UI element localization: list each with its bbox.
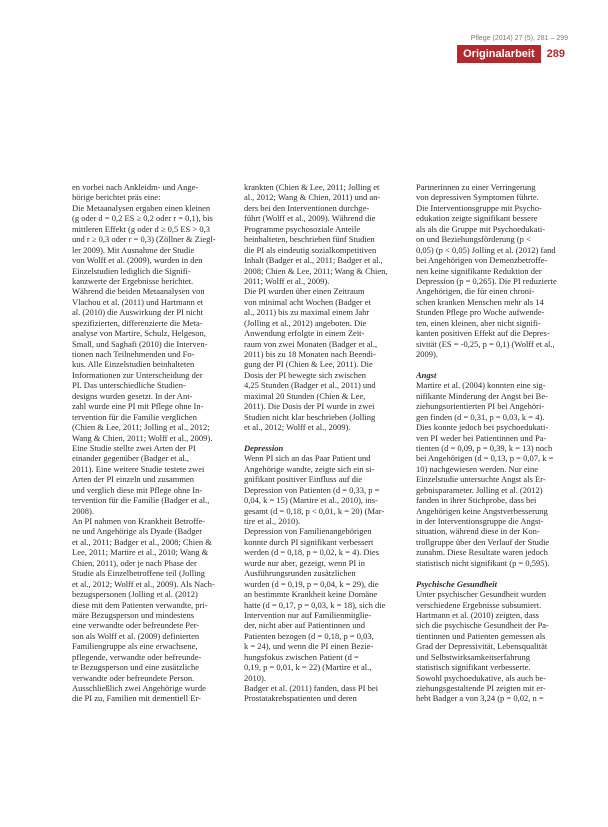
- text-line: tire et al., 2010).: [244, 516, 301, 526]
- text-line: 2008; Chien & Lee, 2011; Wang & Chien,: [244, 265, 388, 276]
- text-line: al., 2012; Wang & Chien, 2011) und an-: [244, 192, 381, 203]
- text-line: Dies konnte jedoch bei psychoedukati-: [416, 422, 549, 433]
- text-line: gnifikant positiver Einfluss auf die: [244, 474, 363, 485]
- text-line: sivität (ES = -0,25, p = 0,1) (Wolff et al.,: [416, 338, 555, 349]
- text-line: tienten (d = 0,09, p = 0,39, k = 13) noch: [416, 442, 553, 453]
- text-line: eine verwandte oder befreundete Per-: [72, 620, 200, 631]
- text-line: Familiengruppe als eine erwachsene,: [72, 641, 198, 652]
- text-column-1: [72, 182, 228, 822]
- text-column-3: [416, 182, 572, 822]
- text-line: edukation zeigte signifikant bessere: [416, 213, 538, 224]
- text-line: [244, 433, 400, 443]
- text-line: Small, und Saghafi (2010) die Interven-: [72, 338, 208, 349]
- text-line: Eine Studie stellte zwei Arten der PI: [72, 442, 196, 453]
- text-line: Grad der Depressivität, Lebensqualität: [416, 641, 548, 652]
- text-line: te Bezugsperson und eine zusätzliche: [72, 662, 199, 673]
- text-line: Patienten bezogen (d = 0,18, p = 0,03,: [244, 630, 374, 641]
- text-line: Chien, 2011), oder je nach Phase der: [72, 557, 197, 568]
- text-line: [416, 568, 572, 578]
- text-line: (g oder d = 0,2 ES ≥ 0,2 oder r = 0,1), bis: [72, 213, 213, 224]
- text-line: tervention für die Familie verglichen: [72, 411, 197, 422]
- text-line: Während die beiden Metaanalysen von: [72, 286, 205, 297]
- text-line: bei Angehörigen von Demenzbetroffe-: [416, 255, 548, 266]
- text-line: nifikante Minderung der Angst bei Be-: [416, 390, 548, 401]
- text-line: 10) nachgewiesen werden. Nur eine: [416, 463, 539, 474]
- text-line: (Jolling et al., 2012) angeboten. Die: [244, 317, 367, 328]
- text-line: zunahm. Diese Resultate waren jedoch: [416, 547, 548, 558]
- text-line: nen keine signifikante Reduktion der: [416, 265, 542, 276]
- text-line: Angehörigen, die für einen chroni-: [416, 286, 535, 297]
- text-line: einander gegenüber (Badger et al.,: [72, 453, 190, 464]
- text-line: al. (2010) die Auswirkung der PI nicht: [72, 307, 204, 318]
- text-line: Angehörigen keine Angstverbesserung: [416, 505, 548, 516]
- text-line: schen kranken Menschen mehr als 14: [416, 296, 544, 307]
- text-line: ziehungsgestaltende PI zeigten mit er-: [416, 683, 546, 693]
- text-line: tionen nach Teilnehmenden und Fo-: [72, 349, 195, 359]
- text-line: trollgruppe über den Verlauf der Studie: [416, 536, 550, 547]
- article-body: [72, 182, 572, 822]
- text-line: Intervention nur auf Familienmitglie-: [244, 609, 372, 620]
- text-line: Arten der PI einzeln und zusammen: [72, 474, 195, 485]
- text-line: wurden (d = 0,19, p = 0,04, k = 29), die: [244, 578, 379, 589]
- text-column-2: [244, 182, 400, 822]
- section-tag: [457, 45, 565, 63]
- text-line: 2011). Die Dosis der PI wurde in zwei: [244, 401, 375, 412]
- text-line: k = 24), und wenn die PI einen Bezie-: [244, 641, 374, 652]
- text-line: ziehungsorientierten PI bei Angehöri-: [416, 401, 545, 412]
- text-line: verwandte oder befreundete Person.: [72, 672, 195, 683]
- text-line: analyse von Martire, Schulz, Helgeson,: [72, 328, 206, 339]
- text-line: verschiedene Ergebnisse subsumiert.: [416, 599, 542, 610]
- text-line: kus. Alle Einzelstudien beinhalteten: [72, 359, 195, 370]
- text-line: Sowohl psychoedukative, als auch be-: [416, 672, 547, 683]
- text-line: Stunden Pflege pro Woche aufwende-: [416, 307, 545, 318]
- text-line: Prostatakrebspatienten und deren: [244, 693, 357, 704]
- section-heading: Psychische Gesundheit: [416, 578, 497, 589]
- text-line: kanzwerte der Ergebnisse berichtet.: [72, 275, 194, 286]
- text-line: Studien nicht klar beschrieben (Jolling: [244, 411, 376, 422]
- text-line: en vorbei nach Ankleidm- und Ange-: [72, 182, 199, 192]
- text-line: 0,05) (p < 0,05) Jolling et al. (2012) fand: [416, 244, 556, 255]
- text-line: diese mit dem Patienten verwandte, pri-: [72, 599, 208, 610]
- text-line: von Wolff et al. (2009), wurden in den: [72, 255, 203, 266]
- text-line: Wang & Chien, 2011; Wolff et al., 2009).: [72, 432, 213, 443]
- section-heading: Angst: [416, 369, 437, 380]
- text-line: Hartmann et al. (2010) zeigten, dass: [416, 609, 539, 620]
- text-line: Depression von Patienten (d = 0,33, p =: [244, 484, 380, 495]
- text-line: maximal 20 Stunden (Chien & Lee,: [244, 390, 366, 401]
- text-line: ler 2009). Mit Ausnahme der Studie: [72, 244, 195, 255]
- text-line: hörige berichtet präs eine:: [72, 192, 161, 203]
- text-line: der, nicht aber auf Patientinnen und: [244, 620, 365, 631]
- text-line: statistisch nicht signifikant (p = 0,595).: [416, 557, 550, 568]
- text-line: Dosis der PI bewegte sich zwischen: [244, 369, 367, 380]
- text-line: Die Interventionsgruppe mit Psycho-: [416, 202, 542, 213]
- text-line: Angehörige wandte, zeigte sich ein si-: [244, 463, 375, 474]
- text-line: mittleren Effekt (g oder d ≥ 0,5 ES > 0,3: [72, 223, 210, 234]
- text-line: zahl wurde eine PI mit Pflege ohne In-: [72, 401, 204, 412]
- text-line: et al., 2012; Wolff et al., 2009).: [244, 422, 351, 433]
- text-line: 2011; Wolff et al., 2009).: [244, 275, 330, 286]
- text-line: und verglich diese mit Pflege ohne In-: [72, 484, 203, 495]
- text-line: An PI nahmen von Krankheit Betroffe-: [72, 516, 206, 526]
- text-line: Anwendung erfolgte in einem Zeit-: [244, 328, 365, 339]
- text-line: ne und Angehörige als Dyade (Badger: [72, 526, 203, 537]
- text-line: Depression von Familienangehörigen: [244, 526, 372, 537]
- text-line: und r ≥ 0,3 oder r = 0,3) (Zöllner & Ziegl-: [72, 234, 216, 245]
- text-line: als als die Gruppe mit Psychoedukati-: [416, 223, 546, 234]
- page-header: [0, 0, 608, 70]
- running-head: Pflege (2014) 27 (5), 281 – 299: [470, 35, 568, 42]
- text-line: Ausschließlich zwei Angehörige wurde: [72, 683, 206, 693]
- text-line: von minimal acht Wochen (Badger et: [244, 296, 371, 307]
- text-line: Badger et al. (2011) fanden, dass PI bei: [244, 683, 378, 693]
- text-line: Lee, 2011; Martire et al., 2010; Wang &: [72, 547, 209, 558]
- text-line: gesamt (d = 0,18, p < 0,01, k = 20) (Mar-: [244, 505, 385, 516]
- text-line: bezugspersonen (Jolling et al. (2012): [72, 589, 198, 600]
- text-line: Ausführungsrunden zusätzlichen: [244, 568, 356, 579]
- text-line: [416, 359, 572, 369]
- text-line: Wenn PI sich an das Paar Patient und: [244, 453, 371, 464]
- text-line: ten, einen kleinen, aber nicht signifi-: [416, 317, 541, 328]
- text-line: die PI als eindeutig sozialkompetitiven: [244, 244, 377, 255]
- text-line: die PI zu, Familien mit dementiell Er-: [72, 693, 201, 704]
- text-line: beinhalteten, beschrieben fünf Studien: [244, 234, 375, 245]
- text-line: 2010).: [244, 672, 266, 683]
- text-line: spezifizierten, differenzierte die Meta-: [72, 317, 203, 328]
- text-line: Informationen zur Unterscheidung der: [72, 369, 203, 380]
- text-line: an bestimmte Krankheit keine Domäne: [244, 589, 378, 600]
- text-line: Programme psychosoziale Anteile: [244, 223, 361, 234]
- text-line: PI. Das unterschiedliche Studien-: [72, 380, 186, 391]
- text-line: Vlachou et al. (2011) und Hartmann et: [72, 296, 204, 307]
- text-line: krankten (Chien & Lee, 2011; Jolling et: [244, 182, 380, 192]
- text-line: 2008).: [72, 505, 94, 516]
- text-line: Martire et al. (2004) konnten eine sig-: [416, 380, 546, 391]
- text-line: von depressiven Symptomen führte.: [416, 192, 539, 203]
- text-line: gebnisparameter. Jolling et al. (2012): [416, 484, 543, 495]
- text-line: Inhalt (Badger et al., 2011; Badger et al.,: [244, 255, 383, 266]
- text-line: werden (d = 0,18, p = 0,02, k = 4). Dies: [244, 547, 380, 558]
- text-line: 2011) bis zu 18 Monaten nach Beendi-: [244, 349, 376, 359]
- text-line: wurde nur aber, gezeigt, wenn PI in: [244, 557, 365, 568]
- text-line: führt (Wolff et al., 2009). Während die: [244, 213, 376, 224]
- text-line: tientinnen und Patienten gemessen als: [416, 630, 546, 641]
- text-line: gen finden (d = 0,31, p = 0,03, k = 4).: [416, 411, 545, 422]
- text-line: sich die psychische Gesundheit der Pa-: [416, 620, 549, 631]
- section-heading: Depression: [244, 442, 284, 453]
- text-line: Partnerinnen zu einer Verringerung: [416, 182, 536, 192]
- text-line: hebt Badger a von 3,24 (p = 0,02, n =: [416, 693, 544, 704]
- text-line: pflegende, verwandte oder befreunde-: [72, 651, 202, 662]
- text-line: hatte (d = 0,17, p = 0,03, k = 18), sich die: [244, 599, 386, 610]
- text-line: Einzelstudien lediglich die Signifi-: [72, 265, 191, 276]
- text-line: designs wurden gesetzt. In der Ant-: [72, 390, 193, 401]
- text-line: ven PI weder bei Patientinnen und Pa-: [416, 432, 547, 443]
- text-line: konnte durch PI signifikant verbessert: [244, 536, 374, 547]
- text-line: on und Beziehungsförderung (p <: [416, 234, 531, 245]
- text-line: son als Wolff et al. (2009) definierten: [72, 630, 200, 641]
- text-line: statistisch signifikant verbesserte.: [416, 662, 531, 673]
- page-number: 289: [546, 48, 565, 60]
- text-line: Studie als Einzelbetroffene teil (Jolling: [72, 568, 205, 579]
- text-line: in der Interventionsgruppe die Angst-: [416, 516, 544, 526]
- section-label: Originalarbeit: [457, 45, 541, 63]
- text-line: Einzelstudie untersuchte Angst als Er-: [416, 474, 546, 485]
- text-line: und Selbstwirksamkeitserfahrung: [416, 651, 531, 662]
- text-line: tervention für die Familie (Badger et al.,: [72, 495, 210, 506]
- text-line: situation, während diese in der Kon-: [416, 526, 540, 537]
- text-line: 2009).: [416, 349, 438, 359]
- text-line: Die Metaanalysen ergaben einen kleinen: [72, 202, 211, 213]
- text-line: gung der PI (Chien & Lee, 2011). Die: [244, 359, 373, 370]
- text-line: Depression (p = 0,265). Die PI reduzierte: [416, 275, 557, 286]
- text-line: et al., 2011; Badger et al., 2008; Chien &: [72, 536, 212, 547]
- text-line: al., 2011) bis zu maximal einem Jahr: [244, 307, 370, 318]
- text-line: 0,04, k = 15) (Martire et al., 2010), ins-: [244, 495, 378, 506]
- text-line: ders bei den Interventionen durchge-: [244, 202, 370, 213]
- text-line: fanden in ihrer Stichprobe, dass bei: [416, 495, 537, 506]
- text-line: et al., 2012; Wolff et al., 2009). Als Nach-: [72, 578, 215, 589]
- text-line: kanten positiven Effekt auf die Depres-: [416, 328, 550, 339]
- text-line: hungsfokus zwischen Patient (d =: [244, 651, 359, 662]
- text-line: 2011). Eine weitere Studie testete zwei: [72, 463, 205, 474]
- text-line: 0,19, p = 0,01, k = 22) (Martire et al.,: [244, 662, 372, 673]
- text-line: (Chien & Lee, 2011; Jolling et al., 2012;: [72, 422, 210, 433]
- text-line: Die PI wurden über einen Zeitraum: [244, 286, 365, 297]
- text-line: bei Angehörigen (d = 0,13, p = 0,07, k =: [416, 453, 554, 464]
- text-line: Unter psychischer Gesundheit wurden: [416, 589, 547, 600]
- text-line: raum von zwei Monaten (Badger et al.,: [244, 338, 378, 349]
- text-line: märe Bezugsperson und mindestens: [72, 609, 195, 620]
- text-line: 4,25 Stunden (Badger et al., 2011) und: [244, 380, 376, 391]
